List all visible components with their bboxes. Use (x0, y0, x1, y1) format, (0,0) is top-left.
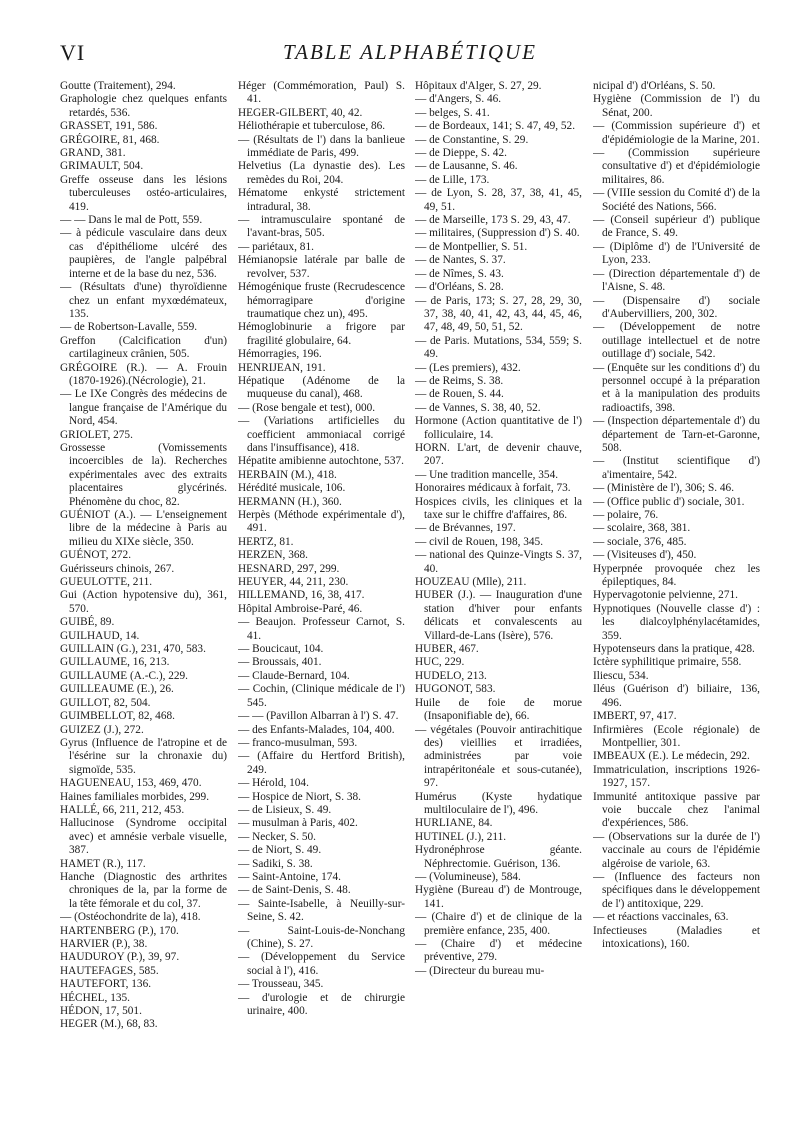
index-entry: — Hérold, 104. (238, 777, 309, 790)
index-entry: — (Office public d') sociale, 301. (593, 495, 745, 508)
index-entry: Guérisseurs chinois, 267. (60, 562, 175, 575)
index-entry: HESNARD, 297, 299. (238, 562, 340, 575)
index-entry: — (Commission supérieure d') et d'épidémiologie de la Marine, 201. (593, 120, 760, 146)
index-entry: HAUTEFORT, 136. (60, 978, 152, 991)
index-entry: Hypnotiques (Nouvelle classe d') : les dialcoylphénylacétamides, 359. (593, 602, 760, 642)
index-entry: Greffe osseuse dans les lésions tuberculeuses ostéo-articulaires, 419. (60, 173, 227, 213)
index-entry: — (Ostéochondrite de la), 418. (60, 911, 201, 924)
index-entry: Hémianopsie latérale par balle de revolver, 537. (238, 254, 405, 280)
index-entry: — franco-musulman, 593. (238, 736, 358, 749)
index-entry: HUBER, 467. (415, 643, 479, 656)
index-entry: — Trousseau, 345. (238, 978, 324, 991)
index-column-4 (593, 80, 760, 1130)
index-entry: nicipal d') d'Orléans, S. 50. (593, 80, 716, 92)
index-entry: — de Bordeaux, 141; S. 47, 49, 52. (415, 120, 576, 133)
index-entry: Ictère syphilitique primaire, 558. (593, 656, 742, 669)
index-entry: Helvetius (La dynastie des). Les remèdes du Roi, 204. (238, 160, 405, 186)
index-entry: — (Variations artificielles du coefficient ammoniacal corrigé dans l'insuffisance), 418. (238, 415, 405, 454)
index-entry: Hépatique (Adénome de la muqueuse du canal), 468. (238, 374, 405, 401)
index-entry: Hyperpnée provoquée chez les épileptiques, 84. (593, 562, 760, 589)
index-entry: — civil de Rouen, 198, 345. (415, 535, 544, 548)
index-entry: — de Nantes, S. 37. (415, 254, 506, 267)
index-entry: — (Affaire du Hertford British), 249. (238, 750, 405, 776)
index-entry: HÉCHEL, 135. (60, 991, 130, 1004)
index-entry: Iliescu, 534. (593, 669, 649, 682)
index-entry: — scolaire, 368, 381. (593, 522, 691, 535)
index-entry: — (Directeur du bureau mu- (415, 964, 545, 977)
index-entry: Hôpital Ambroise-Paré, 46. (238, 602, 363, 615)
index-entry: — Sainte-Isabelle, à Neuilly-sur-Seine, S. 42. (238, 897, 405, 924)
page-header (60, 40, 760, 70)
index-entry: — Hospice de Niort, S. 38. (238, 790, 361, 803)
index-entry: IMBERT, 97, 417. (593, 710, 677, 723)
index-entry: Huile de foie de morue (Insaponifiable de), 66. (415, 696, 582, 723)
index-entry: — Boucicaut, 104. (238, 643, 324, 656)
index-entry: HUBER (J.). — Inauguration d'une station d'hiver pour enfants délicats et convalescents au Villard-de-Lans (Isère), 576. (415, 589, 582, 642)
index-entry: — de Reims, S. 38. (415, 374, 504, 387)
index-entry: — (Développement du Service social à l'), 416. (238, 951, 405, 977)
index-entry: HALLÉ, 66, 211, 212, 453. (60, 803, 185, 816)
index-entry: HERMANN (H.), 360. (238, 495, 342, 508)
index-entry: — Broussais, 401. (238, 656, 322, 669)
index-entry: — intramusculaire spontané de l'avant-bras, 505. (238, 214, 405, 240)
index-entry: HENRIJEAN, 191. (238, 361, 326, 374)
index-entry: GUEULOTTE, 211. (60, 576, 153, 589)
index-entry: Hôpitaux d'Alger, S. 27, 29. (415, 80, 542, 92)
index-entry: — (Visiteuses d'), 450. (593, 549, 697, 562)
index-entry: HUC, 229. (415, 656, 465, 669)
index-entry: HEGER-GILBERT, 40, 42. (238, 106, 363, 119)
index-entry: GUIZEZ (J.), 272. (60, 723, 144, 736)
index-entry: — et réactions vaccinales, 63. (593, 911, 729, 924)
index-entry: — de Lille, 173. (415, 173, 490, 186)
index-entry: — Claude-Bernard, 104. (238, 669, 350, 682)
index-columns (60, 80, 760, 1130)
index-entry: — de Dieppe, S. 42. (415, 147, 507, 160)
index-entry: — d'urologie et de chirurgie urinaire, 400. (238, 991, 405, 1018)
index-entry: Gui (Action hypotensive du), 361, 570. (60, 589, 227, 615)
index-entry: GRAND, 381. (60, 147, 126, 160)
index-entry: HILLEMAND, 16, 38, 417. (238, 589, 365, 602)
index-entry: GUIMBELLOT, 82, 468. (60, 710, 175, 723)
index-entry: GRIOLET, 275. (60, 428, 133, 441)
page-title: TABLE ALPHABÉTIQUE (283, 40, 537, 64)
index-entry: Hydronéphrose géante. Néphrectomie. Guérison, 136. (415, 844, 582, 870)
index-entry: — polaire, 76. (593, 509, 659, 521)
index-entry: — de Nîmes, S. 43. (415, 267, 504, 280)
index-entry: — (Résultats d'une) thyroïdienne chez un enfant myxœdémateux, 135. (60, 281, 227, 320)
index-entry: — (Observations sur la durée de l') vaccinale au cours de l'épidémie algéroise de variole, 63. (593, 830, 760, 870)
index-entry: — (Institut scientifique d') a'imentaire, 542. (593, 455, 760, 481)
index-entry: Greffon (Calcification d'un) cartilagineux crânien, 505. (60, 334, 227, 361)
index-entry: — Sadiki, S. 38. (238, 857, 313, 870)
index-entry: — (Commission supérieure consultative d') et d'épidémiologie militaires, 86. (593, 147, 760, 186)
index-entry: — (Dispensaire d') sociale d'Aubervilliers, 200, 302. (593, 294, 760, 320)
index-entry: Humérus (Kyste hydatique multiloculaire de l'), 496. (415, 790, 582, 816)
index-entry: — de Constantine, S. 29. (415, 133, 529, 146)
index-entry: — (Ministère de l'), 306; S. 46. (593, 482, 735, 495)
index-entry: Hygiène (Commission de l') du Sénat, 200. (593, 93, 760, 119)
index-entry: Hépatite amibienne autochtone, 537. (238, 455, 404, 468)
index-entry: IMBEAUX (E.). Le médecin, 292. (593, 750, 750, 763)
index-entry: Hérédité musicale, 106. (238, 482, 346, 495)
index-entry: HERZEN, 368. (238, 549, 308, 562)
index-entry: — national des Quinze-Vingts S. 37, 40. (415, 549, 582, 575)
index-entry: Graphologie chez quelques enfants retardés, 536. (60, 93, 227, 119)
index-entry: — (Inspection départementale d') du département de Tarn-et-Garonne, 508. (593, 415, 760, 454)
index-entry: Hémoglobinurie a frigore par fragilité globulaire, 64. (238, 321, 405, 347)
index-entry: — (Chaire d') et médecine préventive, 279. (415, 938, 582, 964)
index-entry: Grossesse (Vomissements incoercibles de la). Recherches expérimentales avec des extraits placentaires glycérinés. Phénomène du choc, 82. (60, 441, 227, 508)
index-entry: GRÉGOIRE, 81, 468. (60, 133, 160, 146)
index-column-2 (238, 80, 405, 1130)
index-entry: — Une tradition mancelle, 354. (415, 468, 559, 481)
index-entry: Hémorragies, 196. (238, 348, 322, 361)
index-entry: — végétales (Pouvoir antirachitique des) vieillies et irradiées, administrées par voie intrapéritonéale et sous-cutanée), 97. (415, 723, 582, 790)
index-entry: HEUYER, 44, 211, 230. (238, 576, 349, 589)
index-entry: — pariétaux, 81. (238, 240, 314, 253)
index-entry: Hématome enkysté strictement intradural, 38. (238, 187, 405, 213)
index-entry: — — (Pavillon Albarran à l') S. 47. (238, 710, 399, 723)
index-entry: GUÉNIOT (A.). — L'enseignement libre de la médecine à Paris au milieu du XIXe siècle, 350. (60, 509, 227, 548)
index-entry: — (Diplôme d') de l'Université de Lyon, 233. (593, 240, 760, 267)
index-entry: HARVIER (P.), 38. (60, 938, 148, 950)
index-entry: — (Résultats de l') dans la banlieue immédiate de Paris, 499. (238, 133, 405, 160)
index-entry: HUGONOT, 583. (415, 683, 496, 696)
index-entry: GRASSET, 191, 586. (60, 120, 158, 133)
index-entry: Honoraires médicaux à forfait, 73. (415, 482, 571, 495)
index-entry: Haines familiales morbides, 299. (60, 790, 210, 803)
index-entry: — Saint-Louis-de-Nonchang (Chine), S. 27. (238, 924, 405, 950)
index-entry: GUILLEAUME (E.), 26. (60, 683, 174, 696)
index-entry: HURLIANE, 84. (415, 817, 493, 830)
index-entry: HUTINEL (J.), 211. (415, 830, 507, 843)
index-entry: — Necker, S. 50. (238, 830, 316, 843)
index-entry: HÉDON, 17, 501. (60, 1005, 142, 1018)
index-entry: Immunité antitoxique passive par voie buccale chez l'animal d'expériences, 586. (593, 790, 760, 830)
index-entry: Héger (Commémoration, Paul) S. 41. (238, 80, 405, 106)
index-entry: GRÉGOIRE (R.). — A. Frouin (1870-1926).(Nécrologie), 21. (60, 361, 227, 387)
index-entry: — (Direction départementale d') de l'Aisne, S. 48. (593, 267, 760, 294)
index-column-1 (60, 80, 227, 1130)
index-entry: HAMET (R.), 117. (60, 857, 146, 870)
index-entry: GUILLOT, 82, 504. (60, 696, 151, 709)
index-entry: GUÉNOT, 272. (60, 549, 132, 562)
index-entry: Hormone (Action quantitative de l') folliculaire, 14. (415, 415, 582, 441)
index-entry: — belges, S. 41. (415, 106, 490, 119)
index-entry: — d'Orléans, S. 28. (415, 281, 504, 294)
index-entry: — Saint-Antoine, 174. (238, 870, 341, 883)
index-entry: — de Vannes, S. 38, 40, 52. (415, 401, 541, 414)
index-entry: — Cochin, (Clinique médicale de l') 545. (238, 683, 405, 709)
index-entry: Hanche (Diagnostic des arthrites chroniques de la, par la forme de la tête fémorale et du col, 37. (60, 870, 227, 910)
index-entry: Infectieuses (Maladies et intoxications), 160. (593, 924, 760, 950)
index-entry: — (Conseil supérieur d') publique de France, S. 49. (593, 214, 760, 240)
index-entry: HUDELO, 213. (415, 669, 487, 682)
index-entry: — de Brévannes, 197. (415, 522, 516, 535)
index-entry: GUILLAUME (A.-C.), 229. (60, 669, 189, 682)
index-entry: — de Rouen, S. 44. (415, 388, 504, 401)
index-entry: — de Lisieux, S. 49. (238, 803, 332, 816)
index-entry: — (Enquête sur les conditions d') du personnel occupé à la préparation et à la manipulation des produits radioactifs, 398. (593, 361, 760, 414)
index-entry: — (Influence des facteurs non spécifiques dans le développement de l') antitoxique, 229. (593, 870, 760, 910)
index-entry: — de Robertson-Lavalle, 559. (60, 321, 198, 334)
index-entry: HERTZ, 81. (238, 535, 294, 548)
index-entry: GUILLAUME, 16, 213. (60, 656, 170, 669)
index-entry: Hypervagotonie pelvienne, 271. (593, 589, 738, 602)
index-entry: HAUTEFAGES, 585. (60, 964, 159, 977)
index-entry: Immatriculation, inscriptions 1926-1927, 157. (593, 763, 760, 790)
index-entry: — militaires, (Suppression d') S. 40. (415, 227, 580, 240)
index-entry: Infirmières (Ecole régionale) de Montpellier, 301. (593, 723, 760, 749)
index-entry: GUILHAUD, 14. (60, 629, 140, 642)
index-entry: HORN. L'art, de devenir chauve, 207. (415, 441, 582, 468)
index-entry: HOUZEAU (Mlle), 211. (415, 576, 527, 589)
index-entry: Hallucinose (Syndrome occipital avec) et amnésie verbale visuelle, 387. (60, 817, 227, 857)
index-entry: — de Paris, 173; S. 27, 28, 29, 30, 37, 38, 40, 41, 42, 43, 44, 45, 46, 47, 48, 49, 50, 51, 52. (415, 294, 582, 334)
index-entry: — de Marseille, 173 S. 29, 43, 47. (415, 214, 571, 227)
page-number: VI (60, 40, 86, 65)
index-entry: — (Rose bengale et test), 000. (238, 401, 376, 414)
index-entry: Hémogénique fruste (Recrudescence hémorragipare d'origine traumatique chez un), 495. (238, 281, 405, 320)
index-entry: — (VIIIe session du Comité d') de la Société des Nations, 566. (593, 187, 760, 213)
index-entry: — de Niort, S. 49. (238, 844, 322, 857)
index-entry: — à pédicule vasculaire dans deux cas d'épithéliome ulcéré des paupières, de l'angle palpébral interne et de la base du nez, 536. (60, 227, 227, 280)
index-entry: GUIBÉ, 89. (60, 616, 115, 629)
index-entry: HAUDUROY (P.), 39, 97. (60, 951, 180, 964)
index-entry: GRIMAULT, 504. (60, 160, 144, 173)
index-entry: — de Lausanne, S. 46. (415, 160, 518, 173)
index-entry: HERBAIN (M.), 418. (238, 468, 337, 481)
index-entry: Hypotenseurs dans la pratique, 428. (593, 643, 755, 656)
index-entry: — de Paris. Mutations, 534, 559; S. 49. (415, 334, 582, 361)
index-entry: — (Volumineuse), 584. (415, 870, 521, 883)
index-entry: Gyrus (Influence de l'atropine et de l'ésérine sur la chronaxie du) sigmoïde, 535. (60, 736, 227, 776)
index-entry: HAGUENEAU, 153, 469, 470. (60, 777, 202, 790)
index-entry: — — Dans le mal de Pott, 559. (60, 214, 203, 227)
index-entry: Iléus (Guérison d') biliaire, 136, 496. (593, 683, 760, 709)
index-entry: Héliothérapie et tuberculose, 86. (238, 120, 386, 133)
index-entry: Herpès (Méthode expérimentale d'), 491. (238, 509, 405, 535)
index-entry: — d'Angers, S. 46. (415, 93, 502, 106)
index-entry: — Beaujon. Professeur Carnot, S. 41. (238, 616, 405, 642)
index-entry: HEGER (M.), 68, 83. (60, 1018, 158, 1031)
index-entry: — de Lyon, S. 28, 37, 38, 41, 45, 49, 51. (415, 187, 582, 213)
index-entry: — de Saint-Denis, S. 48. (238, 884, 351, 897)
index-entry: Hygiène (Bureau d') de Montrouge, 141. (415, 884, 582, 910)
index-entry: — (Développement de notre outillage intellectuel et de notre outillage d') sociale, 542. (593, 321, 760, 361)
index-entry: GUILLAIN (G.), 231, 470, 583. (60, 643, 206, 656)
index-entry: — des Enfants-Malades, 104, 400. (238, 723, 395, 736)
index-entry: Hospices civils, les cliniques et la taxe sur le chiffre d'affaires, 86. (415, 495, 582, 521)
index-entry: — Le IXe Congrès des médecins de langue française de l'Amérique du Nord, 454. (60, 388, 227, 428)
index-entry: — (Chaire d') et de clinique de la première enfance, 235, 400. (415, 911, 582, 937)
index-entry: — musulman à Paris, 402. (238, 817, 358, 830)
index-entry: Goutte (Traitement), 294. (60, 80, 176, 92)
index-entry: HARTENBERG (P.), 170. (60, 924, 179, 937)
index-entry: — de Montpellier, S. 51. (415, 240, 528, 253)
index-entry: — (Les premiers), 432. (415, 361, 521, 374)
index-column-3 (415, 80, 582, 1130)
index-entry: — sociale, 376, 485. (593, 535, 687, 548)
